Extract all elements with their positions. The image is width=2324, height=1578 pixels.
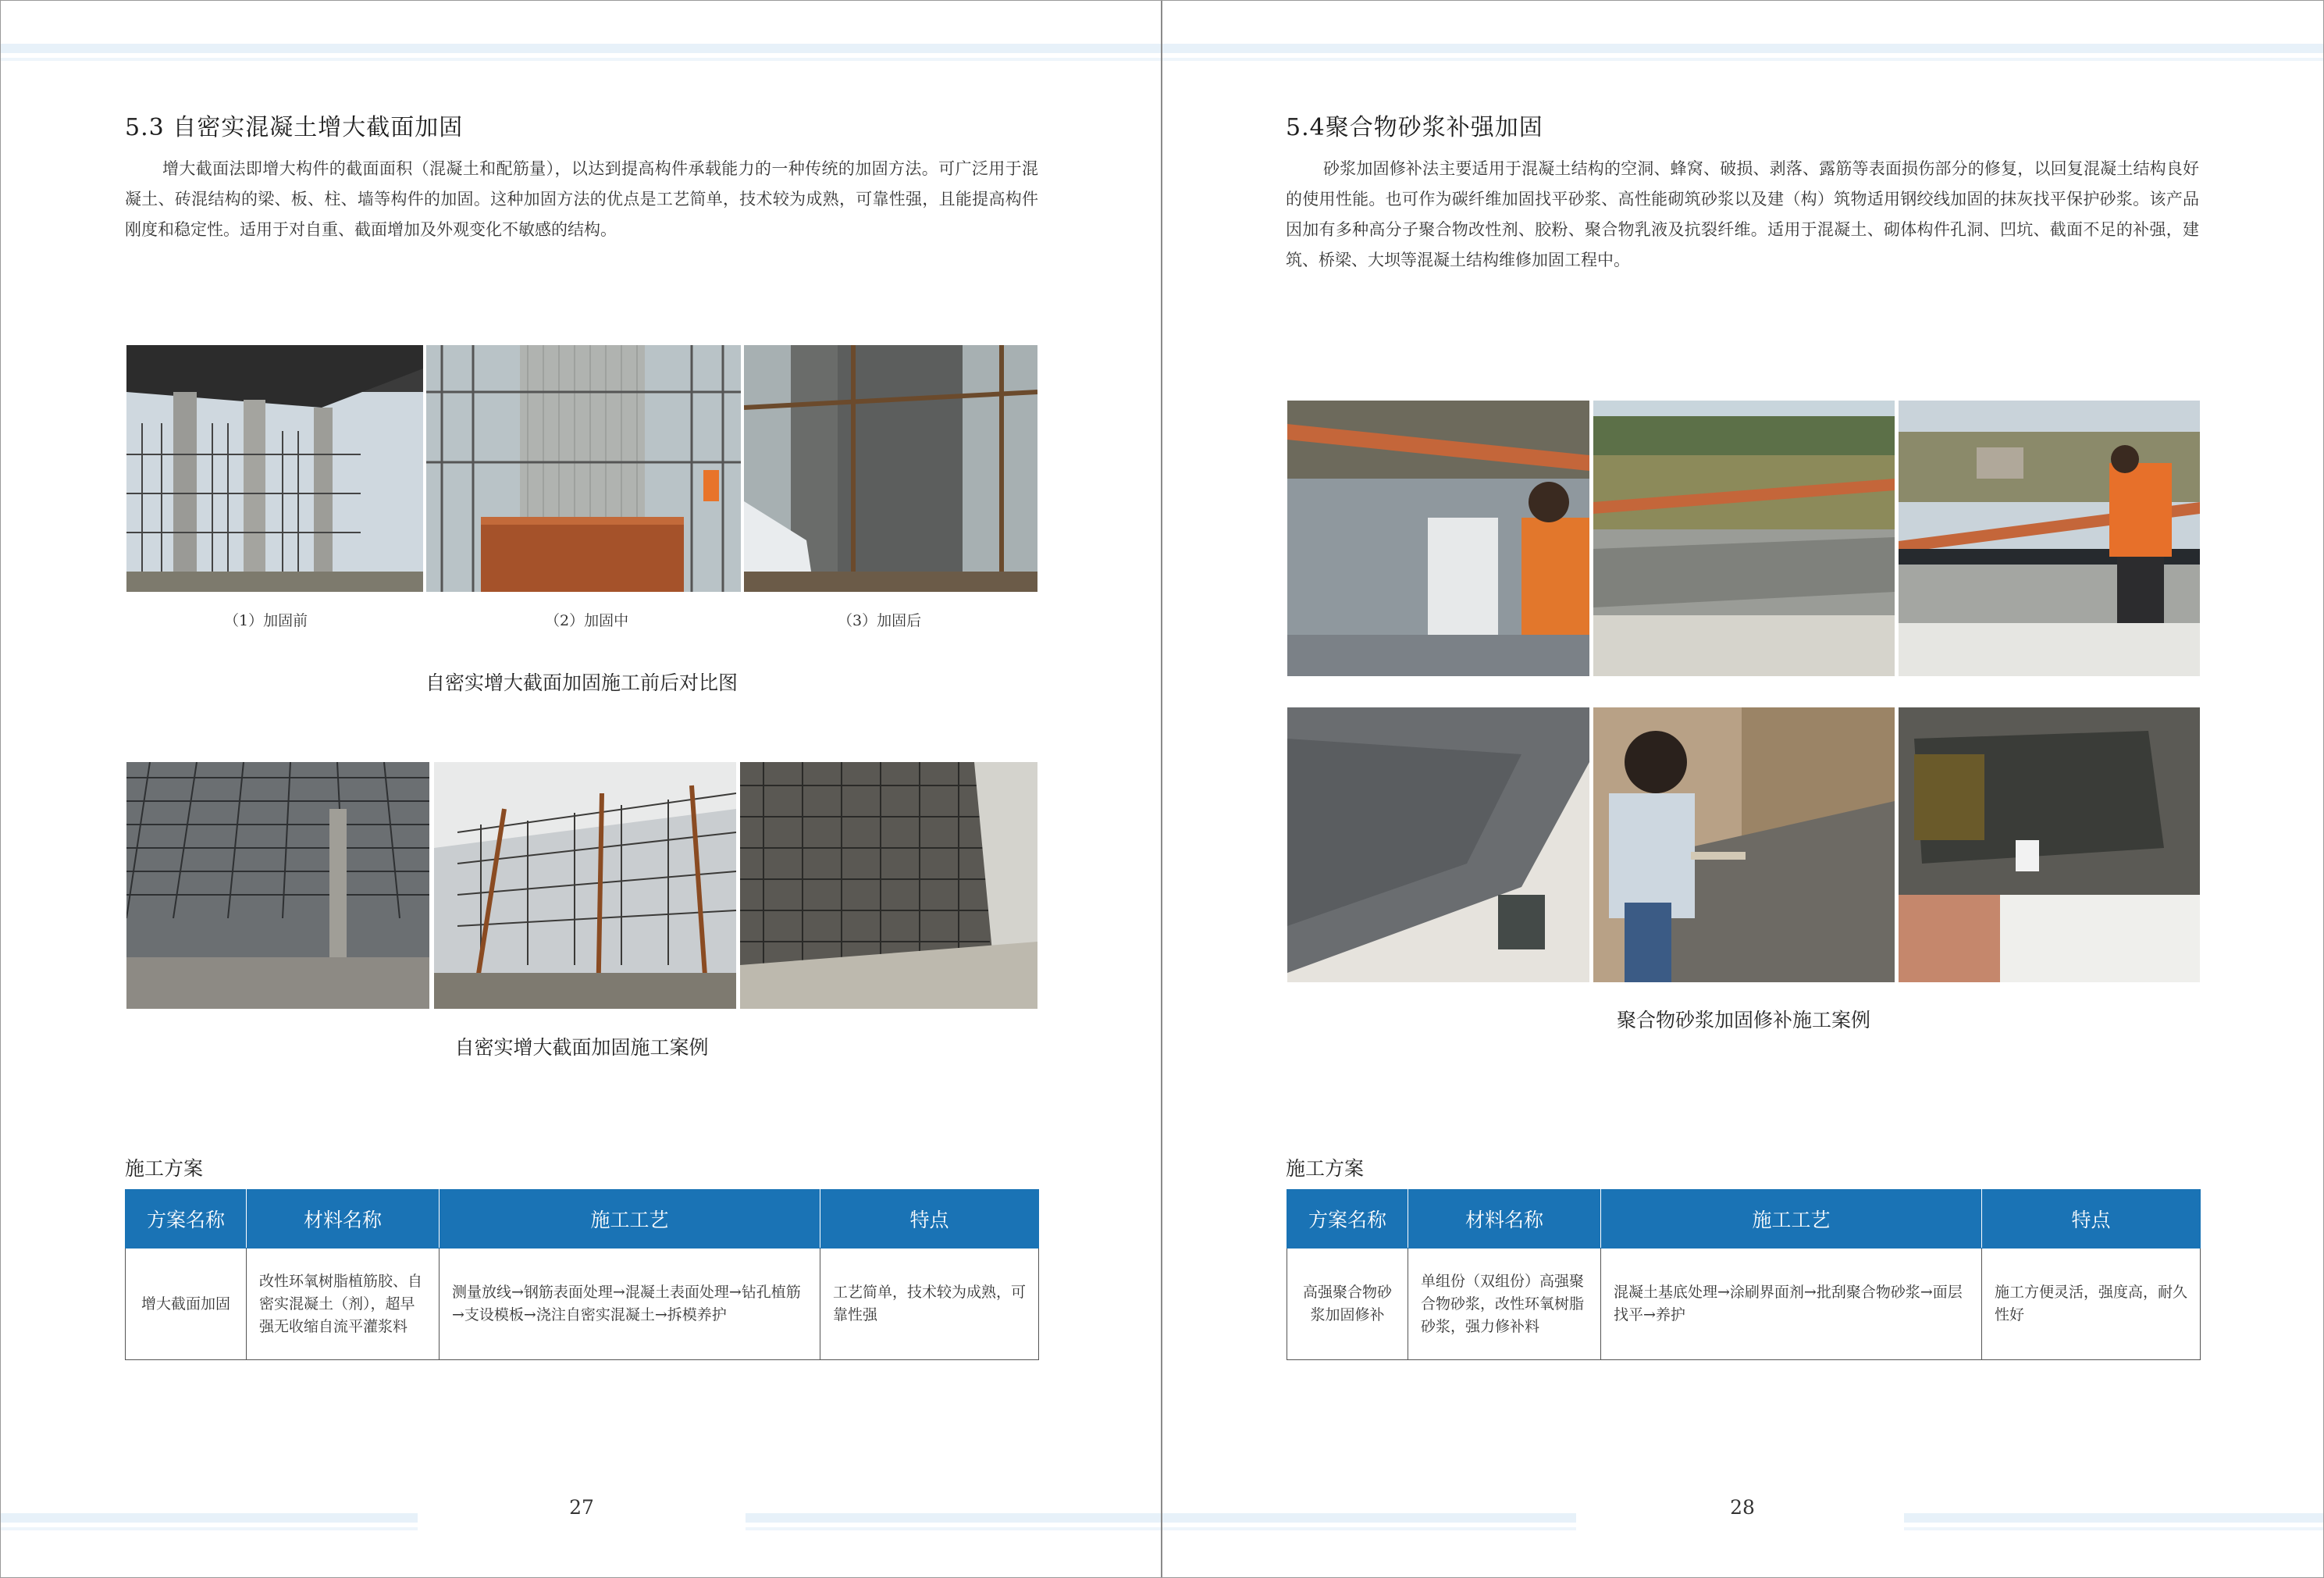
plan-title: 施工方案 [1286, 1157, 1365, 1180]
col-header-plan-name: 方案名称 [126, 1190, 247, 1249]
intro-paragraph: 增大截面法即增大构件的截面面积（混凝土和配筋量），以达到提高构件承载能力的一种传统的加固方法。可广泛用于混凝土、砖混结构的梁、板、柱、墙等构件的加固。这种加固方法的优点是工艺简单，技术较为成熟，可靠性强，且能提高构件刚度和稳定性。适用于对自重、截面增加及外观变化不敏感的结构。 [125, 159, 1038, 239]
col-header-process: 施工工艺 [1601, 1190, 1982, 1249]
table-row [126, 1249, 1039, 1360]
bridge-railing-mortar-photo [1593, 401, 1895, 676]
bridge-piers-scaffold-photo [126, 345, 423, 592]
cell-plan-name: 高强聚合物砂浆加固修补 [1287, 1249, 1408, 1360]
header-band-thin [0, 58, 1162, 61]
rebar-mesh-ceiling-photo [126, 762, 429, 1009]
ceiling-repair-photo [1899, 707, 2200, 982]
page-number: 28 [1730, 1496, 1755, 1519]
col-header-process: 施工工艺 [440, 1190, 820, 1249]
col-header-features: 特点 [820, 1190, 1039, 1249]
section-heading: 5.3 自密实混凝土增大截面加固 [125, 114, 464, 141]
cell-features: 工艺简单，技术较为成熟，可靠性强 [820, 1249, 1039, 1360]
worker-patching-wall-photo [1287, 401, 1589, 676]
header-band [1162, 44, 2324, 53]
case-caption: 聚合物砂浆加固修补施工案例 [1616, 1009, 1870, 1031]
section-heading: 5.4聚合物砂浆补强加固 [1286, 114, 1543, 141]
beam-underside-mortar-photo [1287, 707, 1589, 982]
cell-material: 单组份（双组份）高强聚合物砂浆，改性环氧树脂砂浆，强力修补料 [1408, 1249, 1601, 1360]
worker-troweling-photo [1593, 707, 1895, 982]
cell-features: 施工方便灵活，强度高，耐久性好 [1982, 1249, 2201, 1360]
cell-material: 改性环氧树脂植筋胶、自密实混凝土（剂），超早强无收缩自流平灌浆料 [247, 1249, 440, 1360]
col-header-plan-name: 方案名称 [1287, 1190, 1408, 1249]
column-formwork-photo [426, 345, 741, 592]
header-band [0, 44, 1162, 53]
cell-process: 混凝土基底处理→涂刷界面剂→批刮聚合物砂浆→面层找平→养护 [1601, 1249, 1982, 1360]
worker-railing-photo [1899, 401, 2200, 676]
photo-label-before: （1）加固前 [224, 612, 308, 629]
header-band-thin [1162, 58, 2324, 61]
col-header-material: 材料名称 [1408, 1190, 1601, 1249]
table-header-row [1287, 1190, 2201, 1249]
compare-caption: 自密实增大截面加固施工前后对比图 [425, 671, 738, 694]
col-header-material: 材料名称 [247, 1190, 440, 1249]
rebar-props-photo [434, 762, 736, 1009]
case-caption: 自密实增大截面加固施工案例 [454, 1036, 709, 1059]
cell-plan-name: 增大截面加固 [126, 1249, 247, 1360]
intro-paragraph: 砂浆加固修补法主要适用于混凝土结构的空洞、蜂窝、破损、剥落、露筋等表面损伤部分的修复，以回复混凝土结构良好的使用性能。也可作为碳纤维加固找平砂浆、高性能砌筑砂浆以及建（构）筑物适用钢绞线加固的抹灰找平保护砂浆。该产品因加有多种高分子聚合物改性剂、胶粉、聚合物乳液及抗裂纤维。适用于混凝土、砌体构件孔洞、凹坑、截面不足的补强，建筑、桥梁、大坝等混凝土结构维修加固工程中。 [1286, 159, 2199, 269]
plan-table [125, 1189, 1039, 1360]
page-28 [1162, 0, 2324, 1578]
col-header-features: 特点 [1982, 1190, 2201, 1249]
table-row [1287, 1249, 2201, 1360]
photo-label-during: （2）加固中 [545, 612, 629, 629]
photo-label-after: （3）加固后 [838, 612, 922, 629]
rebar-wall-photo [740, 762, 1037, 1009]
plan-title: 施工方案 [125, 1157, 204, 1180]
column-after-photo [744, 345, 1037, 592]
plan-table [1287, 1189, 2201, 1360]
table-header-row [126, 1190, 1039, 1249]
cell-process: 测量放线→钢筋表面处理→混凝土表面处理→钻孔植筋→支设模板→浇注自密实混凝土→拆模养护 [440, 1249, 820, 1360]
page-number: 27 [569, 1496, 594, 1519]
